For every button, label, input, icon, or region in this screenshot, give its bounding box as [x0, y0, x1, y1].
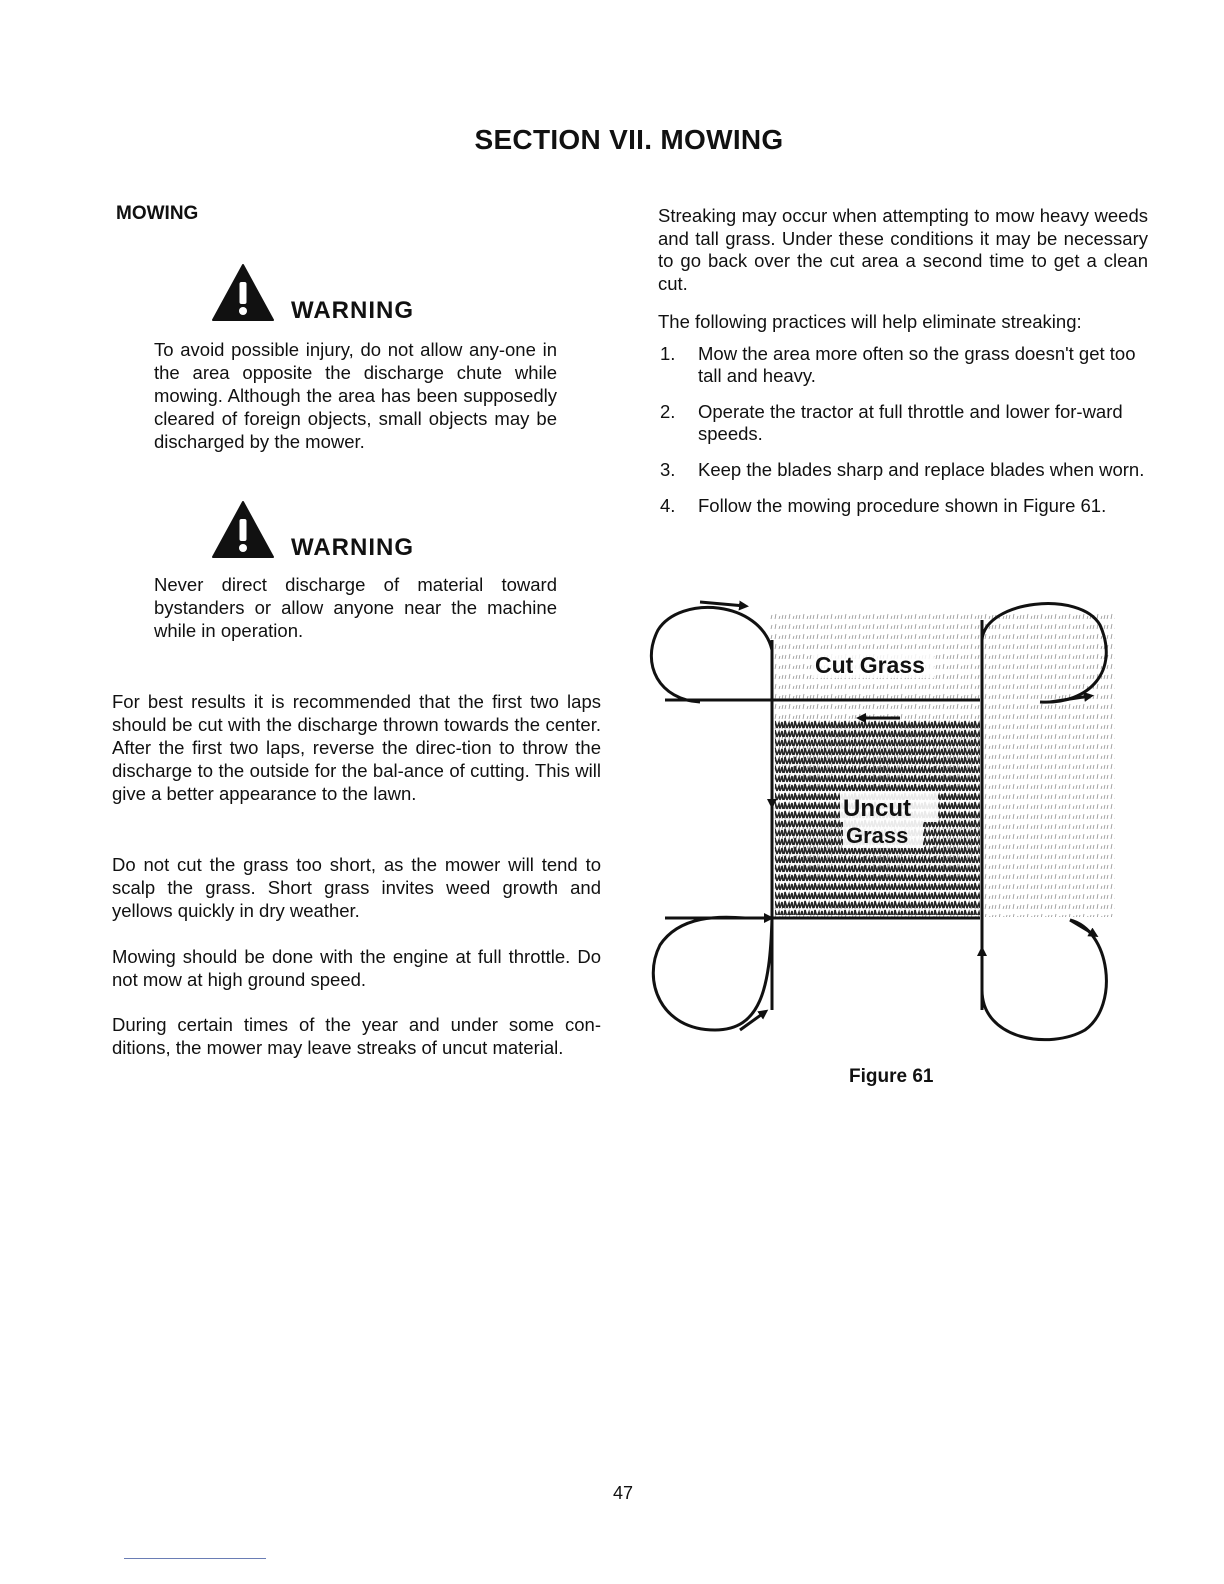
warning-label-2: WARNING	[291, 534, 414, 561]
list-item-number: 2.	[660, 401, 676, 422]
paragraph-throttle: Mowing should be done with the engine at full throttle. Do not mow at high ground speed.	[112, 946, 601, 990]
paragraph-practices-lead: The following practices will help eliminate streaking:	[658, 311, 1082, 332]
paragraph-streaks: During certain times of the year and under some con-ditions, the mower may leave streaks of uncut material.	[112, 1014, 601, 1058]
list-item-number: 4.	[660, 495, 676, 516]
list-item-text: Mow the area more often so the grass doesn't get too tall and heavy.	[698, 343, 1136, 386]
mowing-pattern-figure	[640, 590, 1120, 1050]
figure-caption: Figure 61	[849, 1066, 934, 1087]
footer-divider	[124, 1558, 266, 1559]
list-item-text: Follow the mowing procedure shown in Figure 61.	[698, 495, 1107, 516]
warning-label-1: WARNING	[291, 297, 414, 324]
turn-loop-top-left	[651, 607, 772, 702]
turn-loop-bottom-left	[653, 917, 772, 1030]
arrow-bottom-right	[1070, 920, 1095, 935]
turn-loop-bottom-right	[982, 920, 1106, 1040]
list-item	[658, 459, 1148, 481]
page-number: 47	[613, 1483, 634, 1503]
list-item-number: 3.	[660, 459, 676, 480]
section-title: SECTION VII. MOWING	[474, 124, 784, 155]
warning-triangle-icon	[211, 499, 275, 559]
paragraph-streaking-intro: Streaking may occur when attempting to mow heavy weeds and tall grass. Under these conditions it may be necessary to go back over the cut area a second time to get a clean cut.	[658, 205, 1148, 294]
list-item	[658, 495, 1148, 517]
side-heading: MOWING	[116, 203, 199, 224]
list-item-text: Operate the tractor at full throttle and lower for-ward speeds.	[698, 401, 1123, 444]
cut-grass-label: Cut Grass	[815, 652, 925, 678]
list-item	[658, 401, 1148, 445]
uncut-grass-label-1: Uncut	[843, 795, 911, 822]
uncut-grass-label-2: Grass	[846, 823, 909, 848]
warning-text-1: To avoid possible injury, do not allow any-one in the area opposite the discharge chute while mowing. Although the area has been supposedly cleared of foreign objects, small objects may be discharged by the mower.	[154, 339, 557, 452]
warning-block-1	[211, 262, 275, 327]
list-item	[658, 343, 1148, 387]
paragraph-cut-height: Do not cut the grass too short, as the mower will tend to scalp the grass. Short grass invites weed growth and yellows quickly in dry weather.	[112, 854, 601, 921]
list-item-text: Keep the blades sharp and replace blades when worn.	[698, 459, 1145, 480]
paragraph-discharge: For best results it is recommended that the first two laps should be cut with the discharge thrown towards the center. After the first two laps, reverse the direc-tion to throw the discharge to the outside for the bal-ance of cutting. This will give a better appearance to the lawn.	[112, 691, 601, 804]
warning-triangle-icon	[211, 262, 275, 322]
warning-block-2	[211, 499, 275, 564]
practices-list	[658, 343, 1148, 531]
arrow-top-left	[700, 602, 745, 606]
warning-text-2: Never direct discharge of material toward bystanders or allow anyone near the machine while in operation.	[154, 574, 557, 641]
list-item-number: 1.	[660, 343, 676, 364]
